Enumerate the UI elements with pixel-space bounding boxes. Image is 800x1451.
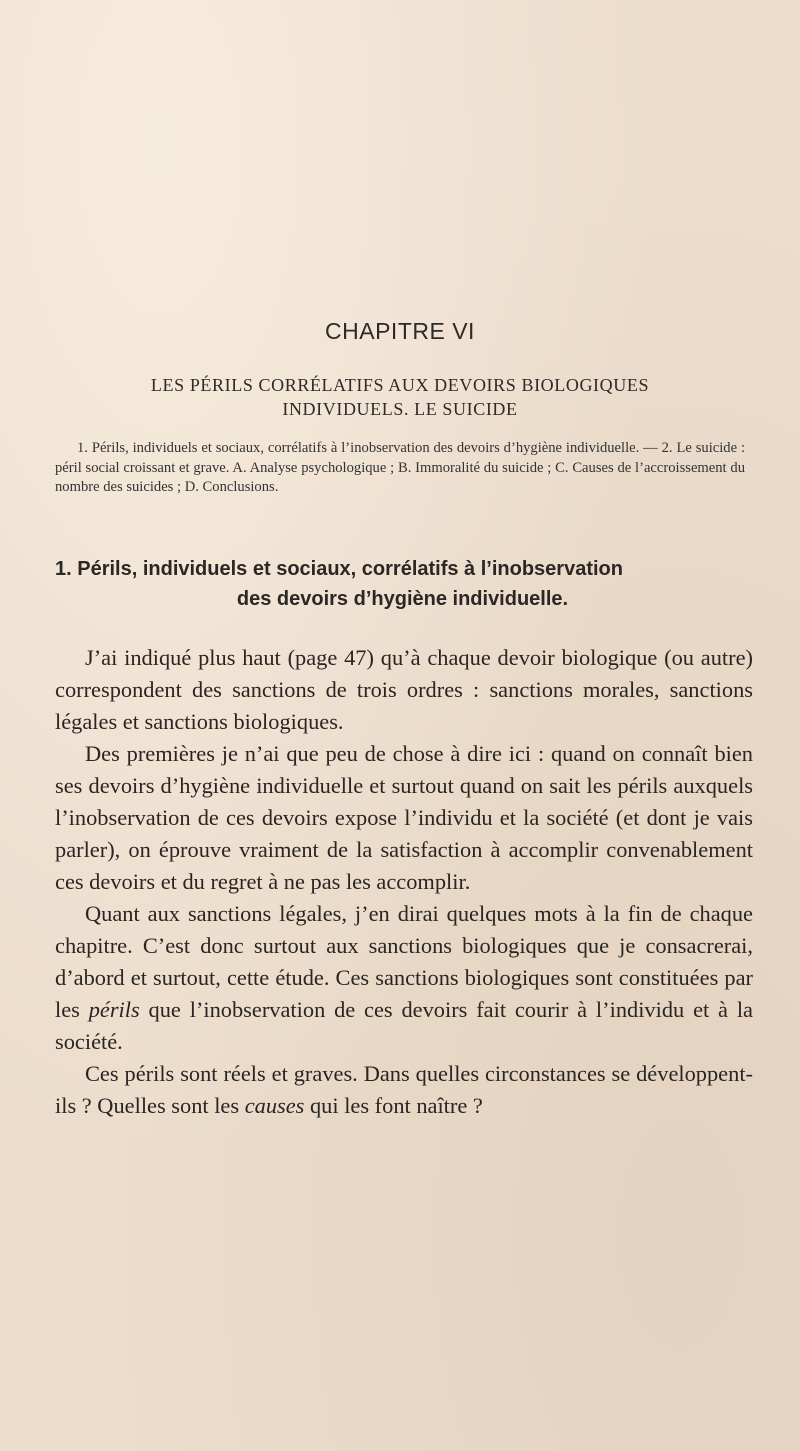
paragraph-3-part1: Quant aux sanctions légales, j’en dirai quelques mots à la fin de chaque chapitre. C’est donc surtout aux sanctions biologiques que je consacrerai, d’abord et surtout, cette étude. Ces sanctions biologiques sont constituées par les <box>55 901 753 1022</box>
chapter-title-line2: INDIVIDUELS. LE SUICIDE <box>282 399 518 419</box>
paragraph-4-part2: qui les font naître ? <box>304 1093 483 1118</box>
chapter-title <box>60 373 740 421</box>
chapter-number: CHAPITRE VI <box>325 318 475 344</box>
chapter-summary: 1. Périls, individuels et sociaux, corrélatifs à l’inobservation des devoirs d’hygiène individuelle. — 2. Le suicide : péril social croissant et grave. A. Analyse psychologique ; B. Immoralité du suicide ; C. Causes de l’accroissement du nombre des suicides ; D. Conclusions. <box>55 440 745 495</box>
section-heading-line1: 1. Périls, individuels et sociaux, corrélatifs à l’inobservation <box>55 558 623 580</box>
section-heading <box>55 554 750 614</box>
paragraph-3-part2: que l’inobservation de ces devoirs fait courir à l’individu et à la société. <box>55 997 753 1054</box>
body-text <box>55 642 753 1122</box>
paragraph-2: Des premières je n’ai que peu de chose à dire ici : quand on connaît bien ses devoirs d’hygiène individuelle et surtout quand on sait les périls auxquels l’inobservation de ces devoirs expose l’individu et la société (et dont je vais parler), on éprouve vraiment de la satisfaction à accomplir convenablement ces devoirs et du regret à ne pas les accomplir. <box>55 741 753 894</box>
chapter-title-line1: LES PÉRILS CORRÉLATIFS AUX DEVOIRS BIOLOGIQUES <box>150 375 650 395</box>
paragraph-3 <box>55 898 753 1058</box>
paragraph-4-italic: causes <box>244 1093 305 1118</box>
section-heading-line2: des devoirs d’hygiène individuelle. <box>236 588 569 610</box>
paragraph-1: J’ai indiqué plus haut (page 47) qu’à chaque devoir biologique (ou autre) correspondent des sanctions de trois ordres : sanctions morales, sanctions légales et sanctions biologiques. <box>55 645 753 734</box>
paragraph-4-part1: Ces périls sont réels et graves. Dans quelles circonstances se développent-ils ? Quelles sont les <box>55 1061 753 1118</box>
paragraph-4 <box>55 1058 753 1122</box>
paragraph-3-italic: périls <box>88 997 140 1022</box>
